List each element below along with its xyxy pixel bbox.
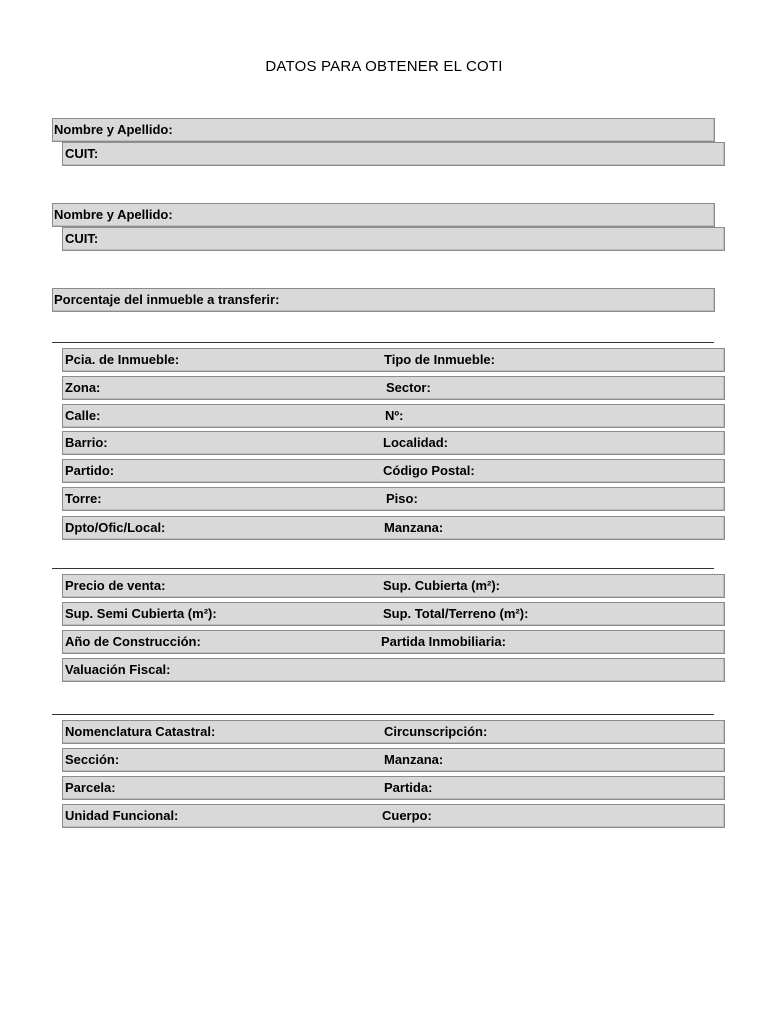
seccion-label: Sección: [65,752,120,767]
unidad-funcional-label: Unidad Funcional: [65,808,179,823]
valuacion-fiscal-label: Valuación Fiscal: [65,662,171,677]
cuit-label-1: CUIT: [65,146,99,161]
catastro-row[interactable] [62,804,725,828]
sector-label: Sector: [386,380,431,395]
divider-1 [52,342,714,343]
parcela-label: Parcela: [65,780,116,795]
tipo-inmueble-label: Tipo de Inmueble: [384,352,495,367]
calle-label: Calle: [65,408,101,423]
manzana-label: Manzana: [384,520,444,535]
nomenclatura-catastral-label: Nomenclatura Catastral: [65,724,216,739]
piso-label: Piso: [386,491,418,506]
valores-row[interactable] [62,630,725,654]
cuit-field-1[interactable] [62,142,725,166]
cuit-label-2: CUIT: [65,231,99,246]
sup-total-terreno-label: Sup. Total/Terreno (m²): [383,606,529,621]
porcentaje-label: Porcentaje del inmueble a transferir: [54,292,280,307]
codigo-postal-label: Código Postal: [383,463,475,478]
barrio-label: Barrio: [65,435,108,450]
inmueble-row[interactable] [62,487,725,511]
pcia-inmueble-label: Pcia. de Inmueble: [65,352,180,367]
divider-3 [52,714,714,715]
inmueble-row[interactable] [62,431,725,455]
circunscripcion-label: Circunscripción: [384,724,488,739]
porcentaje-field[interactable] [52,288,715,312]
nombre-apellido-field-2[interactable] [52,203,715,227]
partida-inmobiliaria-label: Partida Inmobiliaria: [381,634,506,649]
localidad-label: Localidad: [383,435,449,450]
torre-label: Torre: [65,491,102,506]
partida-label: Partida: [384,780,433,795]
inmueble-row[interactable] [62,459,725,483]
sup-cubierta-label: Sup. Cubierta (m²): [383,578,500,593]
dpto-ofic-local-label: Dpto/Ofic/Local: [65,520,166,535]
anio-construccion-label: Año de Construcción: [65,634,201,649]
partido-label: Partido: [65,463,115,478]
valores-row[interactable] [62,574,725,598]
nombre-apellido-label-2: Nombre y Apellido: [54,207,173,222]
inmueble-row[interactable] [62,348,725,372]
catastro-row[interactable] [62,720,725,744]
inmueble-row[interactable] [62,376,725,400]
catastro-row[interactable] [62,776,725,800]
sup-semi-cubierta-label: Sup. Semi Cubierta (m²): [65,606,217,621]
catastro-row[interactable] [62,748,725,772]
valores-row[interactable] [62,602,725,626]
cuerpo-label: Cuerpo: [382,808,432,823]
nombre-apellido-label-1: Nombre y Apellido: [54,122,173,137]
divider-2 [52,568,714,569]
page-title: DATOS PARA OBTENER EL COTI [265,58,503,75]
inmueble-row[interactable] [62,516,725,540]
valores-row[interactable] [62,658,725,682]
numero-label: Nº: [385,408,404,423]
nombre-apellido-field-1[interactable] [52,118,715,142]
precio-venta-label: Precio de venta: [65,578,166,593]
zona-label: Zona: [65,380,101,395]
inmueble-row[interactable] [62,404,725,428]
cuit-field-2[interactable] [62,227,725,251]
catastro-manzana-label: Manzana: [384,752,444,767]
